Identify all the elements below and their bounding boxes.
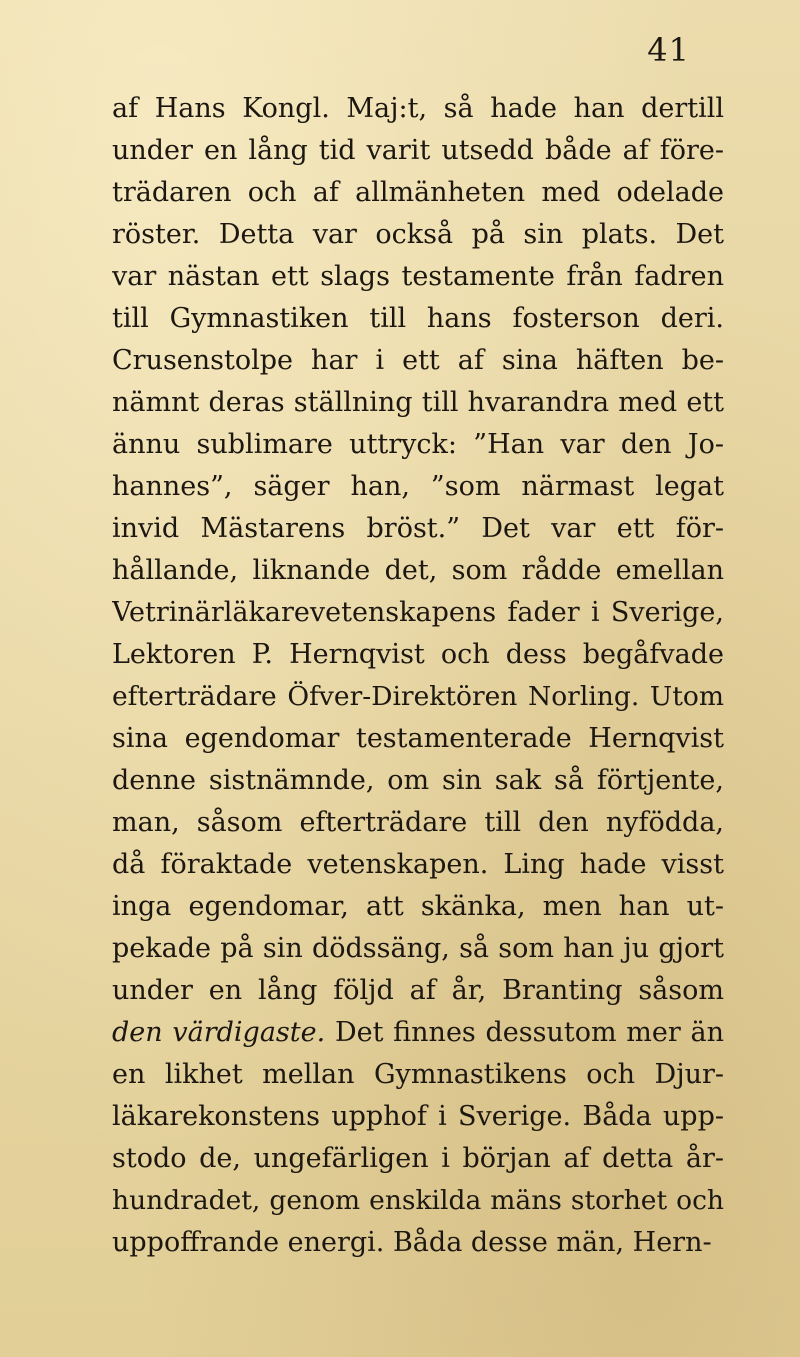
text-line: invid Mästarens bröst.” Det var ett för- [112, 513, 724, 544]
text-line: nämnt deras ställning till hvarandra med ett [112, 387, 724, 418]
text-line: efterträdare Öfver-Direktören Norling. Utom [112, 681, 724, 712]
text-line: inga egendomar, att skänka, men han ut- [112, 891, 724, 922]
text-line: Crusenstolpe har i ett af sina häften be- [112, 345, 724, 376]
text-line: pekade på sin dödssäng, så som han ju gjort [112, 933, 724, 964]
text-line: under en lång tid varit utsedd både af före- [112, 135, 724, 166]
text-line: sina egendomar testamenterade Hernqvist [112, 723, 724, 754]
text-line-rest: Det finnes dessutom mer än [325, 1017, 724, 1048]
text-line: till Gymnastiken till hans fosterson deri. [112, 303, 724, 334]
text-line: uppoffrande energi. Båda desse män, Hern- [112, 1227, 712, 1258]
text-line: läkarekonstens upphof i Sverige. Båda upp- [112, 1101, 724, 1132]
text-line: man, såsom efterträdare till den nyfödda, [112, 807, 724, 838]
text-line: hundradet, genom enskilda mäns storhet och [112, 1185, 724, 1216]
text-line: trädaren och af allmänheten med odelade [112, 177, 724, 208]
body-text [112, 88, 724, 1264]
text-line: då föraktade vetenskapen. Ling hade visst [112, 849, 724, 880]
text-line: denne sistnämnde, om sin sak så förtjente, [112, 765, 724, 796]
text-line: var nästan ett slags testamente från fadren [112, 261, 724, 292]
text-line: stodo de, ungefärligen i början af detta år- [112, 1143, 724, 1174]
text-line: Lektoren P. Hernqvist och dess begåfvade [112, 639, 724, 670]
text-line: en likhet mellan Gymnastikens och Djur- [112, 1059, 724, 1090]
text-line: ännu sublimare uttryck: ”Han var den Jo- [112, 429, 724, 460]
text-line: hannes”, säger han, ”som närmast legat [112, 471, 724, 502]
text-line: af Hans Kongl. Maj:t, så hade han dertill [112, 93, 724, 124]
text-line: hållande, liknande det, som rådde emellan [112, 555, 724, 586]
italic-phrase: den värdigaste. [112, 1017, 326, 1048]
text-line: Vetrinärläkarevetenskapens fader i Sverige, [112, 597, 724, 628]
text-line: röster. Detta var också på sin plats. Det [112, 219, 724, 250]
text-line: under en lång följd af år, Branting såsom [112, 975, 724, 1006]
page-number: 41 [647, 31, 690, 69]
text-line [112, 1012, 724, 1054]
